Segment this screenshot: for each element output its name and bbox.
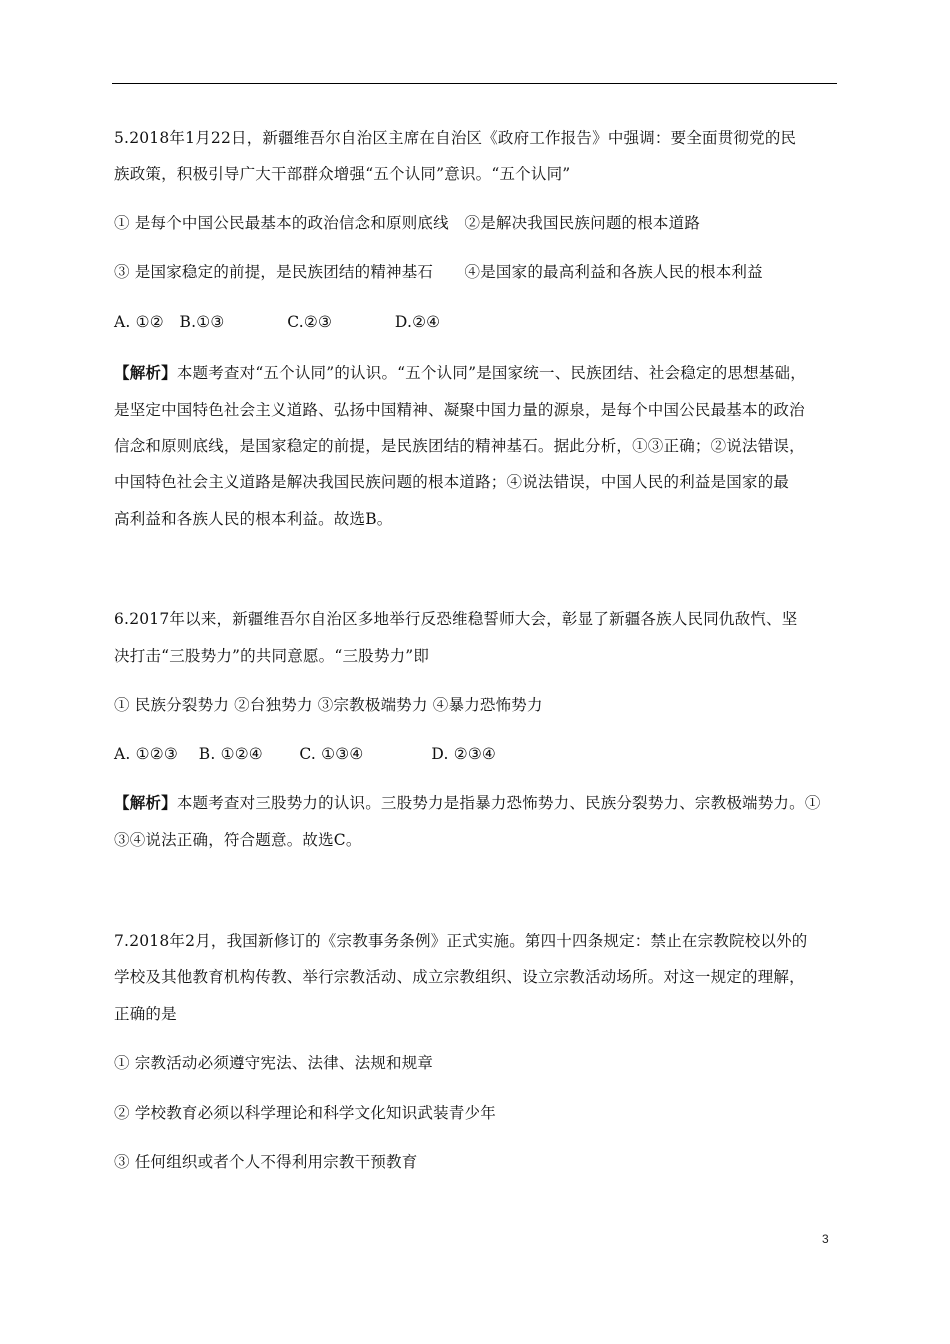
q5-stem-line-2: 族政策，积极引导广大干部群众增强“五个认同”意识。“五个认同” <box>114 165 571 183</box>
q5-options-line-1: ① 是每个中国公民最基本的政治信念和原则底线 ②是解决我国民族问题的根本道路 <box>114 214 701 232</box>
header-rule <box>112 83 837 84</box>
q7-stem-line-3: 正确的是 <box>114 1005 177 1023</box>
q5-analysis-tag: 【解析】 <box>114 363 177 382</box>
q7-option-2: ② 学校教育必须以科学理论和科学文化知识武装青少年 <box>114 1104 496 1122</box>
q5-analysis-line-1 <box>114 363 806 383</box>
q6-options-line-1: ① 民族分裂势力 ②台独势力 ③宗教极端势力 ④暴力恐怖势力 <box>114 696 543 714</box>
q6-analysis-line-1 <box>114 793 821 813</box>
q5-analysis-line-2: 是坚定中国特色社会主义道路、弘扬中国精神、凝聚中国力量的源泉，是每个中国公民最基本的政治 <box>114 401 805 419</box>
q7-stem-line-1: 7.2018年2月，我国新修订的《宗教事务条例》正式实施。第四十四条规定：禁止在宗教院校以外的 <box>114 932 808 950</box>
q6-stem-line-2: 决打击“三股势力”的共同意愿。“三股势力”即 <box>114 647 430 665</box>
q5-options-line-2: ③ 是国家稳定的前提，是民族团结的精神基石 ④是国家的最高利益和各族人民的根本利益 <box>114 263 763 281</box>
q6-stem-line-1: 6.2017年以来，新疆维吾尔自治区多地举行反恐维稳誓师大会，彰显了新疆各族人民同仇敌忾、坚 <box>114 610 798 628</box>
q7-stem-line-2: 学校及其他教育机构传教、举行宗教活动、成立宗教组织、设立宗教活动场所。对这一规定的理解， <box>114 968 805 986</box>
q6-analysis-line-2: ③④说法正确，符合题意。故选C。 <box>114 831 362 849</box>
page-number: 3 <box>822 1232 829 1246</box>
q6-analysis-text-1: 本题考查对三股势力的认识。三股势力是指暴力恐怖势力、民族分裂势力、宗教极端势力。① <box>176 794 821 812</box>
q7-option-3: ③ 任何组织或者个人不得利用宗教干预教育 <box>114 1153 418 1171</box>
q5-analysis-line-4: 中国特色社会主义道路是解决我国民族问题的根本道路；④说法错误，中国人民的利益是国家的最 <box>114 473 790 491</box>
q6-choices: A. ①②③ B. ①②④ C. ①③④ D. ②③④ <box>114 745 497 763</box>
q5-analysis-line-5: 高利益和各族人民的根本利益。故选B。 <box>114 510 393 528</box>
q5-stem-line-1: 5.2018年1月22日，新疆维吾尔自治区主席在自治区《政府工作报告》中强调：要全面贯彻党的民 <box>114 129 797 147</box>
q6-analysis-tag: 【解析】 <box>114 793 177 812</box>
q5-analysis-line-3: 信念和原则底线，是国家稳定的前提，是民族团结的精神基石。据此分析，①③正确；②说法错误， <box>114 437 805 455</box>
q5-choices: A. ①② B.①③ C.②③ D.②④ <box>114 313 441 331</box>
q7-option-1: ① 宗教活动必须遵守宪法、法律、法规和规章 <box>114 1054 434 1072</box>
q5-analysis-text-1: 本题考查对“五个认同”的认识。“五个认同”是国家统一、民族团结、社会稳定的思想基础， <box>176 364 806 382</box>
